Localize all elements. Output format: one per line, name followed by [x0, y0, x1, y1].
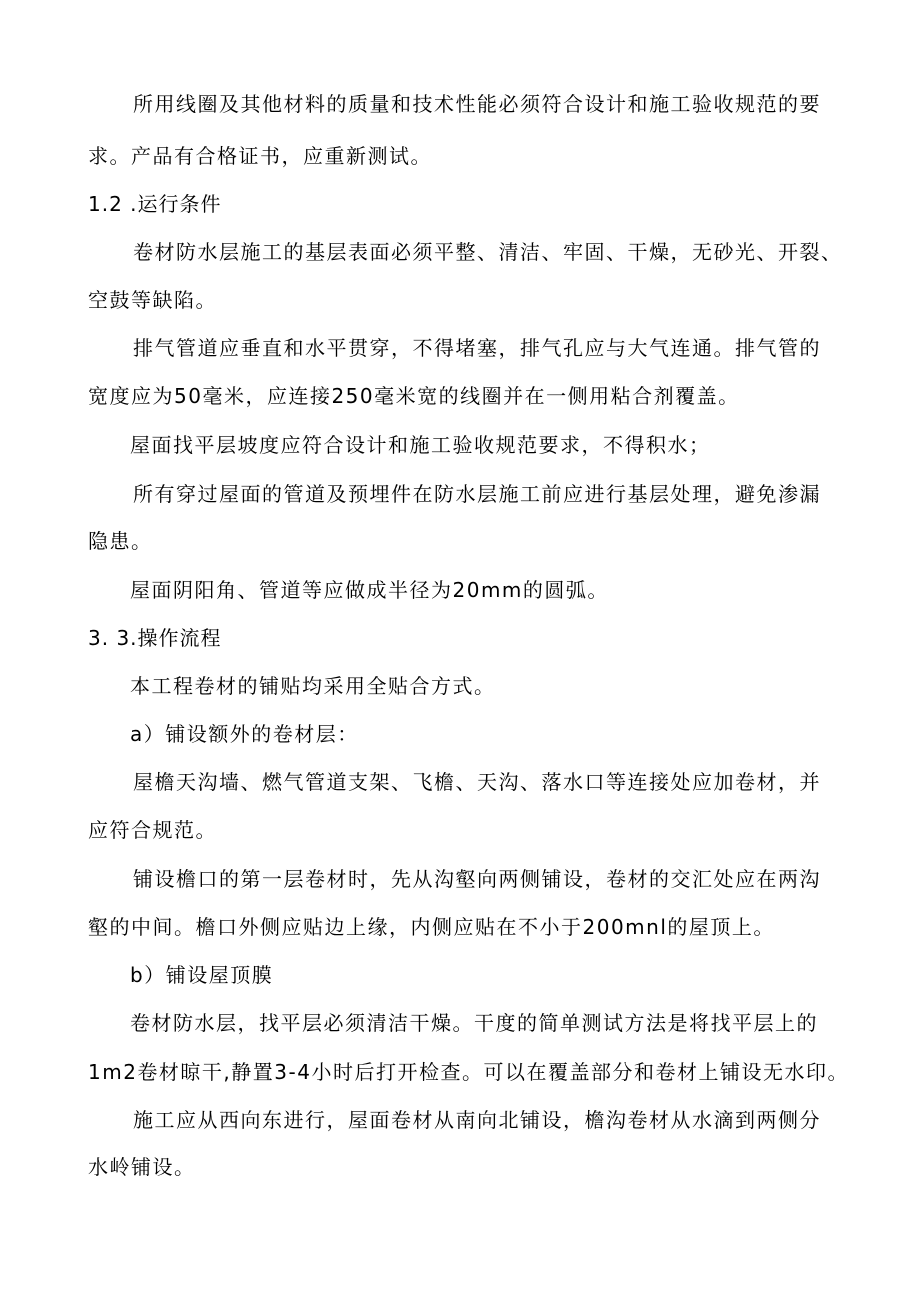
paragraph-pipes-line-2: 隐患。 — [88, 529, 153, 553]
paragraph-slope: 屋面找平层坡度应符合设计和施工验收规范要求，不得积水； — [130, 433, 711, 457]
paragraph-base-layer-line-1: 卷材防水层施工的基层表面必须平整、清洁、牢固、干燥，无砂光、开裂、 — [133, 240, 843, 264]
paragraph-materials-line-1: 所用线圈及其他材料的质量和技术性能必须符合设计和施工验收规范的要 — [133, 92, 821, 116]
section-heading-operating-conditions: 1.2 .运行条件 — [88, 192, 222, 216]
paragraph-exhaust-pipe-line-1: 排气管道应垂直和水平贯穿，不得堵塞，排气孔应与大气连通。排气管的 — [133, 336, 821, 360]
paragraph-dryness-line-1: 卷材防水层，找平层必须清洁干燥。干度的简单测试方法是将找平层上的 — [130, 1011, 818, 1035]
paragraph-materials-line-2: 求。产品有合格证书，应重新测试。 — [88, 144, 432, 168]
paragraph-first-layer-line-2: 壑的中间。檐口外侧应贴边上缘，内侧应贴在不小于200mnl的屋顶上。 — [88, 915, 775, 939]
paragraph-direction-line-2: 水岭铺设。 — [88, 1155, 196, 1179]
paragraph-full-adhesion: 本工程卷材的铺贴均采用全贴合方式。 — [130, 674, 496, 698]
paragraph-eaves-line-1: 屋檐天沟墙、燃气管道支架、飞檐、天沟、落水口等连接处应加卷材，并 — [133, 770, 821, 794]
paragraph-direction-line-1: 施工应从西向东进行，屋面卷材从南向北铺设，檐沟卷材从水滴到两侧分 — [133, 1108, 821, 1132]
paragraph-base-layer-line-2: 空鼓等缺陷。 — [88, 288, 217, 312]
paragraph-corners: 屋面阴阳角、管道等应做成半径为20mm的圆弧。 — [130, 578, 609, 602]
subheading-roof-membrane: b）铺设屋顶膜 — [130, 963, 274, 987]
subheading-extra-membrane: a）铺设额外的卷材层： — [130, 722, 359, 746]
section-heading-operation-process: 3. 3.操作流程 — [88, 626, 222, 650]
paragraph-dryness-line-2: 1m2卷材晾干,静置3-4小时后打开检查。可以在覆盖部分和卷材上铺设无水印。 — [88, 1060, 849, 1084]
paragraph-exhaust-pipe-line-2: 宽度应为50毫米，应连接250毫米宽的线圈并在一侧用粘合剂覆盖。 — [88, 384, 740, 408]
paragraph-first-layer-line-1: 铺设檐口的第一层卷材时，先从沟壑向两侧铺设，卷材的交汇处应在两沟 — [133, 867, 821, 891]
paragraph-pipes-line-1: 所有穿过屋面的管道及预埋件在防水层施工前应进行基层处理，避免渗漏 — [133, 482, 821, 506]
paragraph-eaves-line-2: 应符合规范。 — [88, 818, 217, 842]
